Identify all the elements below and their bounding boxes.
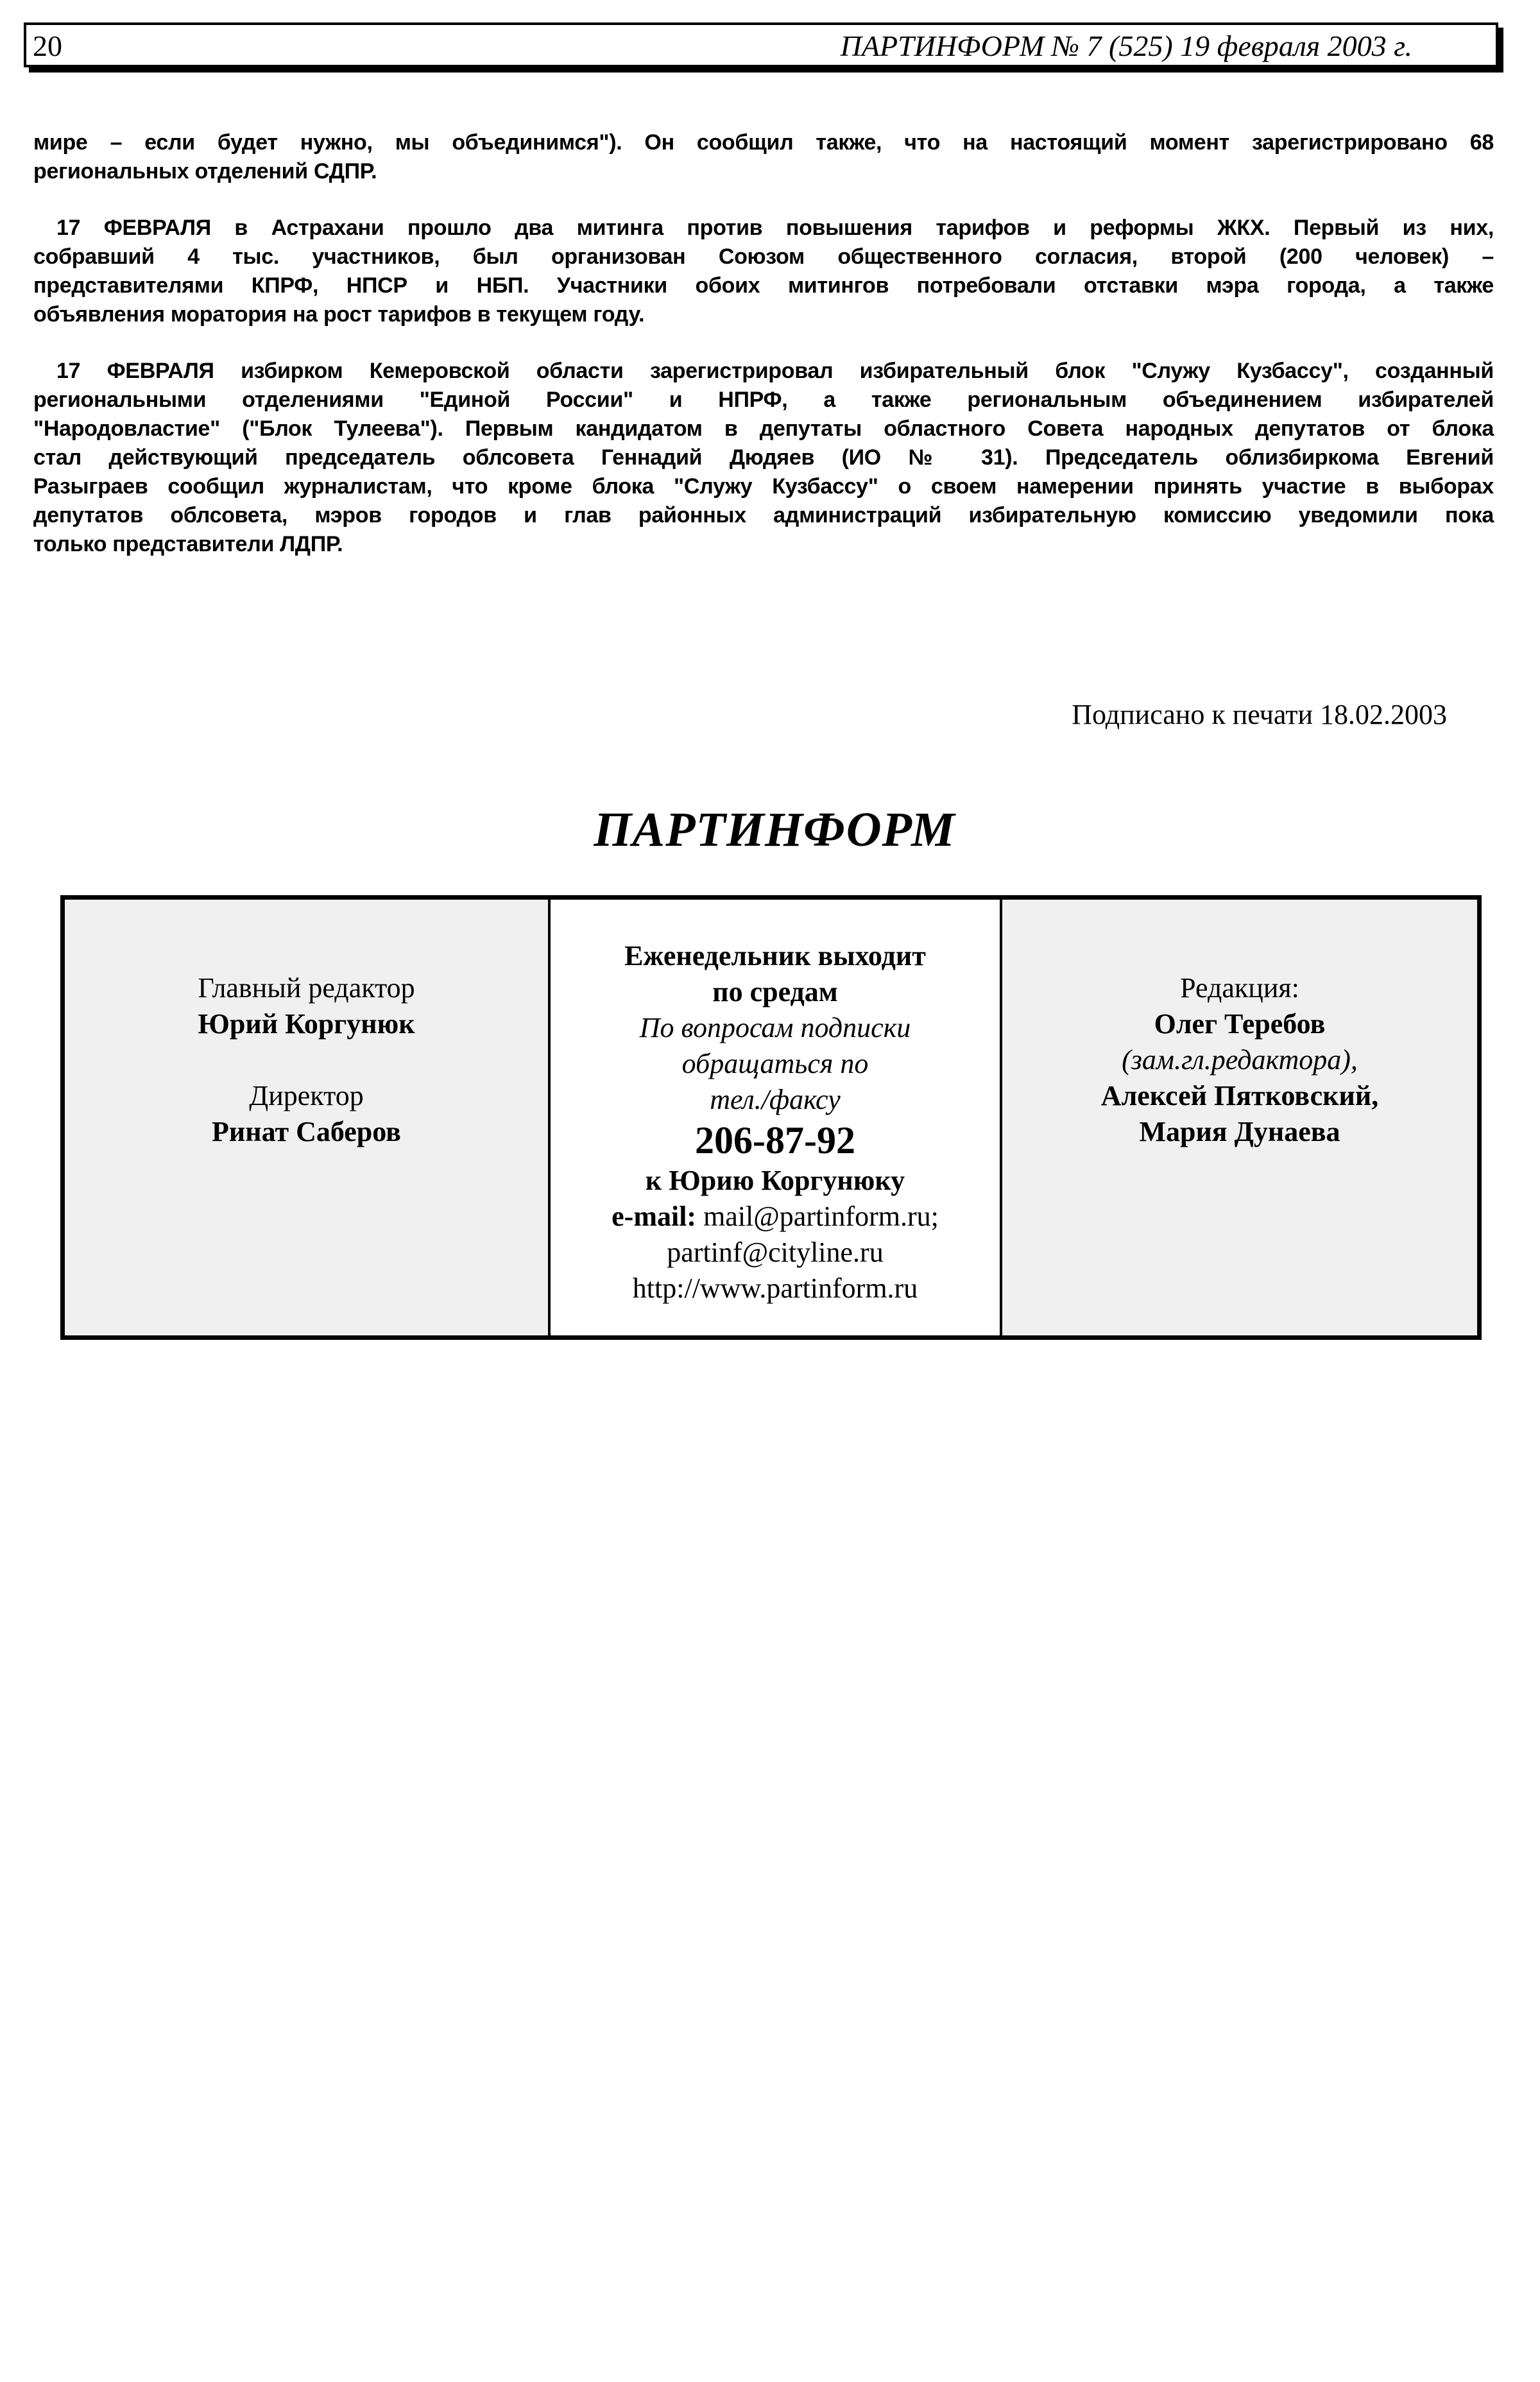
subscription-note: обращаться по	[681, 1048, 869, 1079]
subscription-note: По вопросам подписки	[639, 1012, 911, 1043]
paragraph-3	[33, 357, 1494, 559]
email-line	[551, 1199, 1000, 1235]
imprint-table	[60, 895, 1482, 1340]
staff-role: (зам.гл.редактора),	[1122, 1044, 1358, 1075]
director-role: Директор	[249, 1080, 364, 1111]
editor-role: Главный редактор	[198, 972, 415, 1004]
schedule-line: по средам	[712, 976, 838, 1007]
text-line: объявления моратория на рост тарифов в текущем году.	[33, 302, 645, 327]
text-line: Разыграев сообщил журналистам, что кроме блока "Служу Кузбассу" о своем намерении принять участие в выборах	[33, 474, 1494, 499]
text-line: региональных отделений СДПР.	[33, 159, 377, 184]
email-label: e-mail:	[612, 1201, 697, 1232]
page-header	[24, 22, 1498, 67]
website-link[interactable]: http://www.partinform.ru	[632, 1272, 918, 1304]
phone-number: 206-87-92	[695, 1119, 855, 1161]
email-link[interactable]: partinf@cityline.ru	[667, 1237, 884, 1268]
schedule-line: Еженедельник выходит	[624, 940, 926, 972]
email-link[interactable]: mail@partinform.ru;	[696, 1201, 939, 1232]
imprint-right-cell	[1002, 900, 1477, 1335]
text-line: стал действующий председатель облсовета Геннадий Дюдяев (ИО № 31). Председатель облизбиркома Евгений	[33, 445, 1494, 470]
text-line: собравший 4 тыс. участников, был организован Союзом общественного согласия, второй (200 человек) –	[33, 244, 1494, 269]
signed-to-print: Подписано к печати 18.02.2003	[1072, 699, 1447, 730]
issue-title: ПАРТИНФОРМ № 7 (525) 19 февраля 2003 г.	[840, 30, 1412, 62]
text-line: региональными отделениями "Единой России" и НПРФ, а также региональным объединением избирателей	[33, 388, 1494, 412]
editor-name: Юрий Коргунюк	[198, 1008, 415, 1040]
staff-name: Олег Теребов	[1154, 1008, 1326, 1040]
paragraph-1	[33, 128, 1494, 186]
paragraph-2	[33, 214, 1494, 329]
staff-name: Алексей Пятковский,	[1100, 1080, 1379, 1111]
text-line: только представители ЛДПР.	[33, 532, 343, 556]
staff-label: Редакция:	[1180, 972, 1299, 1004]
text-line: "Народовластие" ("Блок Тулеева"). Первым кандидатом в депутаты областного Совета народных депутатов от блока	[33, 416, 1494, 441]
contact-person: к Юрию Коргунюку	[645, 1165, 905, 1196]
text-line: представителями КПРФ, НПСР и НБП. Участники обоих митингов потребовали отставки мэра города, а также	[33, 273, 1494, 298]
text-line: депутатов облсовета, мэров городов и глав районных администраций избирательную комиссию уведомили пока	[33, 503, 1494, 527]
imprint-middle-cell	[551, 900, 1002, 1335]
director-name: Ринат Саберов	[212, 1116, 401, 1147]
subscription-note: тел./факсу	[710, 1084, 841, 1115]
text-line: 17 ФЕВРАЛЯ в Астрахани прошло два митинга против повышения тарифов и реформы ЖКХ. Первый из них,	[56, 216, 1494, 240]
staff-name: Мария Дунаева	[1139, 1116, 1340, 1147]
text-line: 17 ФЕВРАЛЯ избирком Кемеровской области зарегистрировал избирательный блок "Служу Кузбассу", созданный	[56, 359, 1494, 383]
masthead-title: ПАРТИНФОРМ	[594, 803, 955, 857]
imprint-left-cell	[65, 900, 551, 1335]
page-number: 20	[33, 30, 62, 62]
text-line: мире – если будет нужно, мы объединимся"). Он сообщил также, что на настоящий момент зарегистрировано 68	[33, 130, 1494, 155]
